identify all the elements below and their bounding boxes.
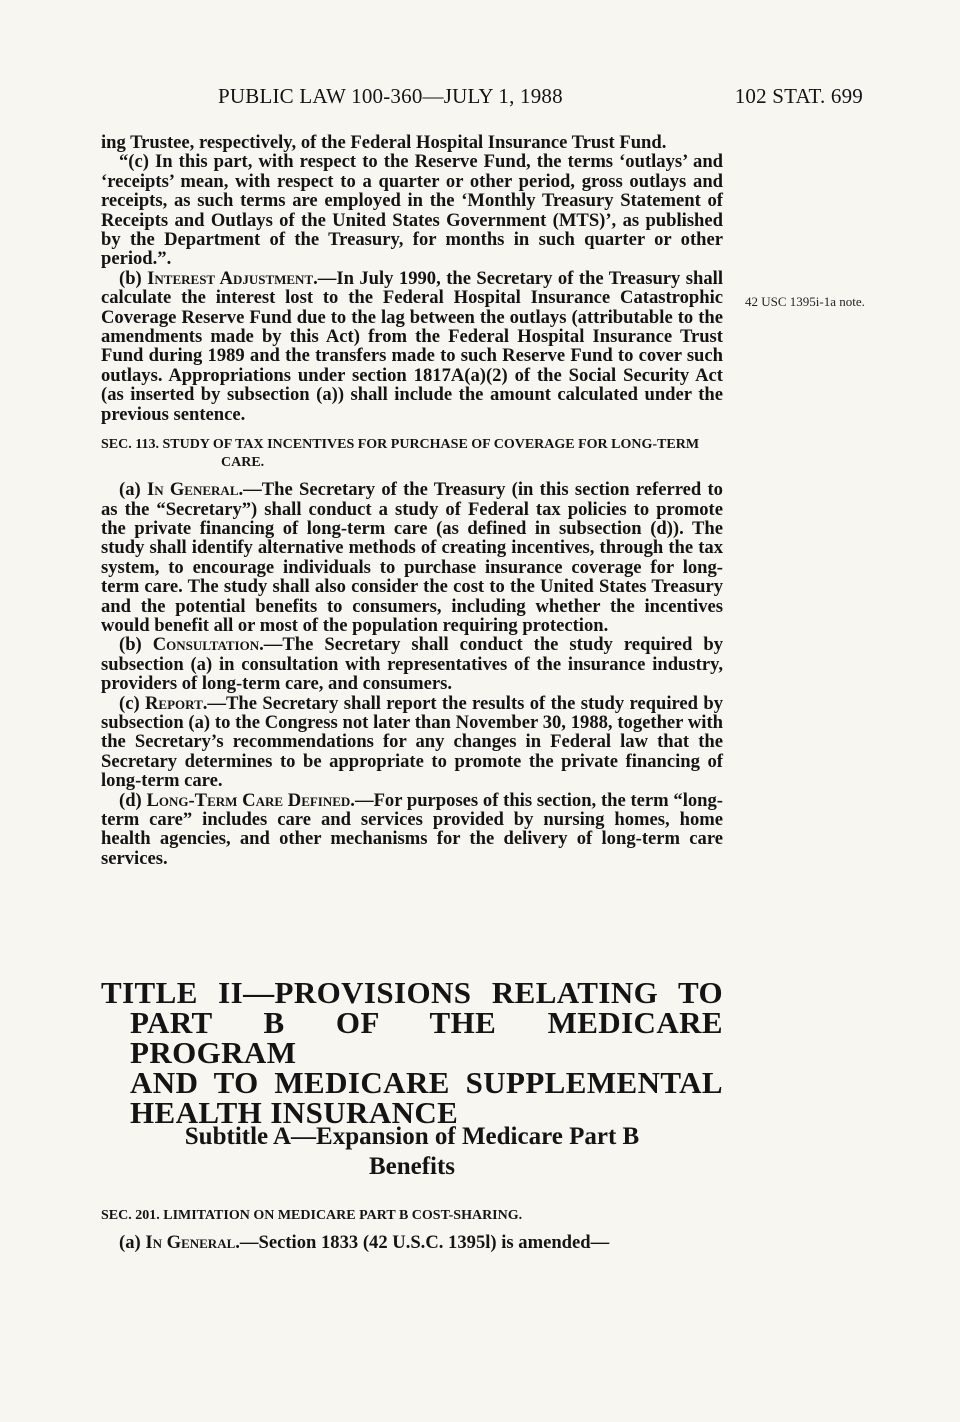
subtitle-line-2: Benefits <box>368 1153 456 1180</box>
paragraph-subsection-c: “(c) In this part, with respect to the Reserve Fund, the terms ‘outlays’ and ‘receipts’ mean, with respect to a quarter or other period, gross outlays and receipts, as such terms are employed in the ‘Monthly Treasury Statement of Receipts and Outlays of the United States Government (MTS)’, as published by the Department of the Treasury, for months in such quarter or other period.”. <box>101 151 723 270</box>
body-text-upper <box>101 133 723 868</box>
title-line-4: HEALTH INSURANCE <box>130 1095 459 1130</box>
caption-consultation: Consultation. <box>152 634 264 656</box>
subtitle-heading <box>101 1122 723 1182</box>
paragraph-113-d: (d) Long-Term Care Defined.—For purposes of this section, the term “long-term care” includes care and services provided by nursing homes, home health agencies, and other mechanisms for the delivery of long-term care services. <box>101 789 723 869</box>
caption-report: Report. <box>145 692 208 714</box>
title-line-1: TITLE II—PROVISIONS RELATING TO <box>101 975 723 1010</box>
margin-citation-note: 42 USC 1395i-1a note. <box>745 294 865 309</box>
title-heading <box>101 975 723 1130</box>
caption-in-general-201: In General. <box>145 1232 240 1253</box>
paragraph-113-b: (b) Consultation.—The Secretary shall conduct the study required by subsection (a) in consultation with representatives of the insurance industry, providers of long-term care, and consumers. <box>101 634 724 695</box>
body-text-lower <box>101 1207 723 1253</box>
section-113-heading: SEC. 113. STUDY OF TAX INCENTIVES FOR PURCHASE OF COVERAGE FOR LONG-TERM CARE. <box>101 437 700 471</box>
caption-long-term-care-defined: Long-Term Care Defined. <box>146 789 355 811</box>
subtitle-line-1: Subtitle A—Expansion of Medicare Part B <box>184 1123 640 1150</box>
caption-in-general: In General. <box>146 479 244 501</box>
paragraph-113-a: (a) In General.—The Secretary of the Treasury (in this section referred to as the “Secretary”) shall conduct a study of Federal tax policies to promote the private financing of long-term care (as defined in subsection (d)). The study shall identify alternative methods of creating incentives, through the tax system, to encourage individuals to purchase insurance coverage for long-term care. The study shall also consider the cost to the United States Treasury and the potential benefits to consumers, including whether the incentives would benefit all or most of the population requiring protection. <box>101 479 723 636</box>
section-201-heading: SEC. 201. LIMITATION ON MEDICARE PART B COST-SHARING. <box>101 1208 523 1223</box>
stat-page-number: 102 STAT. 699 <box>734 84 863 108</box>
paragraph-continuation: ing Trustee, respectively, of the Federal Hospital Insurance Trust Fund. <box>101 132 667 153</box>
paragraph-interest-adjustment: (b) Interest Adjustment.—In July 1990, the Secretary of the Treasury shall calculate the interest lost to the Federal Hospital Insurance Catastrophic Coverage Reserve Fund due to the lag between the outlays (attributable to the amendments made by this Act) from the Federal Hospital Insurance Trust Fund during 1989 and the transfers made to such Reserve Fund to cover such outlays. Appropriations under section 1817A(a)(2) of the Social Security Act (as inserted by subsection (a)) shall include the amount calculated under the previous sentence. <box>101 267 723 425</box>
caption-interest-adjustment: Interest Adjustment. <box>147 267 318 289</box>
title-line-3: AND TO MEDICARE SUPPLEMENTAL <box>130 1065 723 1100</box>
title-line-2: PART B OF THE MEDICARE PROGRAM <box>130 1005 723 1070</box>
paragraph-201-a: (a) In General.—Section 1833 (42 U.S.C. 1395l) is amended— <box>119 1232 610 1253</box>
paragraph-113-c: (c) Report.—The Secretary shall report the results of the study required by subsection (a) to the Congress not later than November 30, 1988, together with the Secretary’s recommendations for any changes in Federal law that the Secretary determines to be appropriate to promote the private financing of long-term care. <box>101 692 723 792</box>
running-head: PUBLIC LAW 100-360—JULY 1, 1988 <box>218 84 563 108</box>
